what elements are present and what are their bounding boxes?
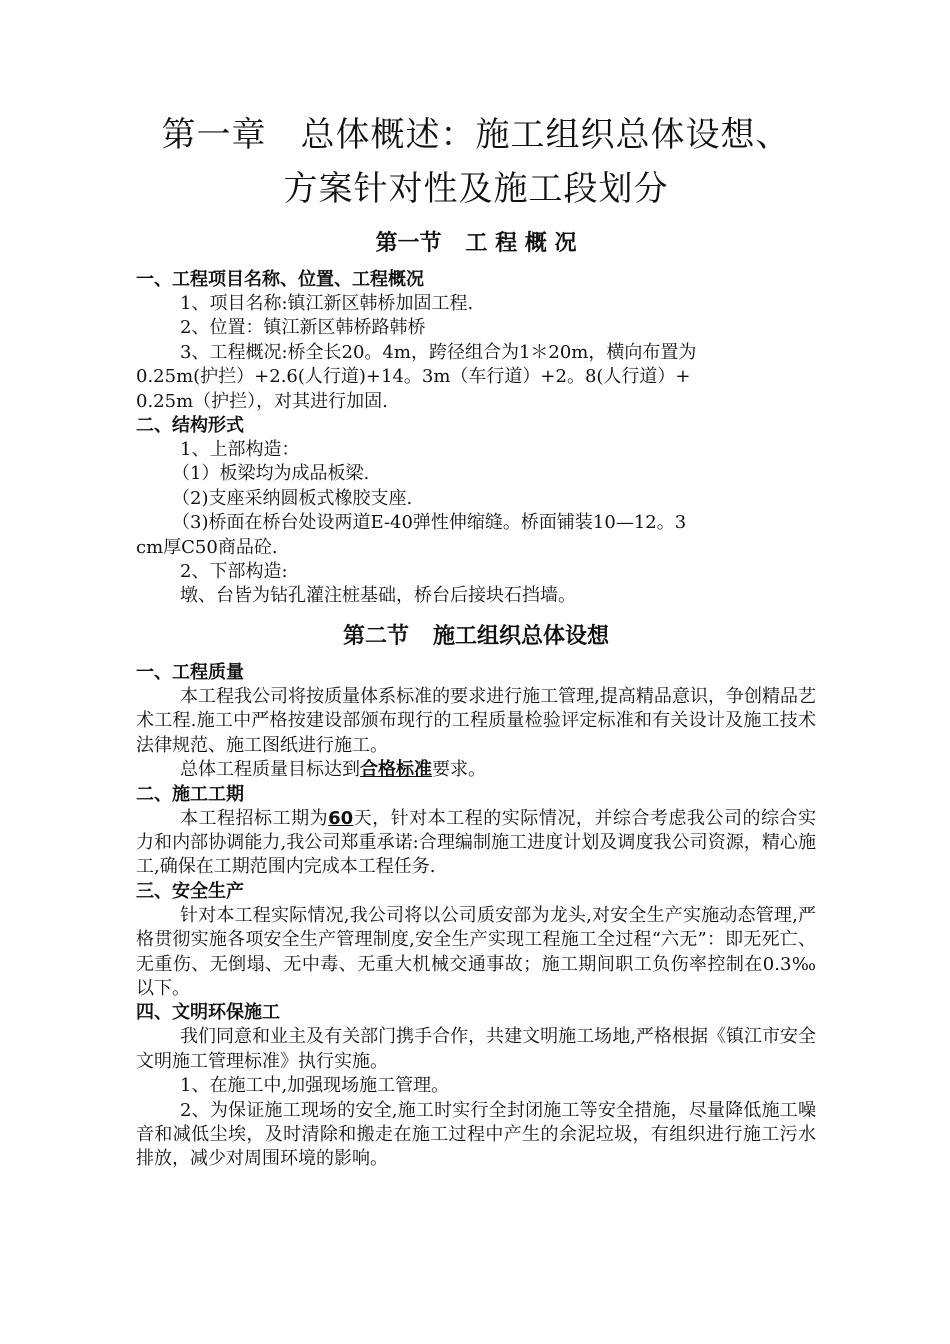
paragraph-lower-structure: 2、下部构造: xyxy=(180,561,288,583)
heading-structure: 二、结构形式 xyxy=(136,415,244,437)
quality-goal-text-b: 要求。 xyxy=(432,759,486,781)
section-2-label: 第二节 xyxy=(342,623,409,649)
paragraph-overview-line3: 0.25m（护拦），对其进行加固. xyxy=(136,390,388,412)
heading-project-info: 一、工程项目名称、位置、工程概况 xyxy=(136,269,424,290)
section-1-title: 工 程 概 况 xyxy=(465,231,577,256)
chapter-title xyxy=(136,108,816,216)
paragraph-environment-item-1: 1、在施工中,加强现场施工管理。 xyxy=(180,1075,450,1097)
paragraph-upper-structure: 1、上部构造： xyxy=(180,439,300,461)
paragraph-quality: 本工程我公司将按质量体系标准的要求进行施工管理,提高精品意识，争创精品艺术工程.施工中严格按建设部颁布现行的工程质量检验评定标准和有关设计及施工技术法律规范、施工图纸进行施工。 xyxy=(136,685,816,756)
paragraph-overview-line2: 0.25m(护拦）+2.6(人行道)+14。3m（车行道）+2。8(人行道）+ xyxy=(136,366,691,388)
quality-goal-standard: 合格标准 xyxy=(360,759,432,781)
paragraph-location: 2、位置：镇江新区韩桥路韩桥 xyxy=(180,317,426,339)
chapter-title-line1: 总体概述：施工组织总体设想、 xyxy=(300,115,791,155)
paragraph-upper-item-2: （2)支座采纳圆板式橡胶支座. xyxy=(172,487,413,509)
period-days: 60 xyxy=(328,807,354,829)
section-title-1 xyxy=(136,226,816,262)
paragraph-project-name: 1、项目名称:镇江新区韩桥加固工程. xyxy=(180,293,474,314)
heading-period: 二、施工工期 xyxy=(136,783,244,805)
heading-quality: 一、工程质量 xyxy=(136,661,244,683)
paragraph-quality-goal xyxy=(136,758,816,782)
paragraph-upper-item-1: （1）板梁均为成品板梁. xyxy=(172,463,370,485)
paragraph-environment: 我们同意和业主及有关部门携手合作，共建文明施工场地,严格根据《镇江市安全文明施工管理标准》执行实施。 xyxy=(136,1026,816,1072)
period-text-b: 天，针对本工程的实际情况，并综合考虑我公司的综合实力和内部协调能力,我公司郑重承诺:合理编制施工进度计划及调度我公司资源，精心施工,确保在工期范围内完成本工程任务. xyxy=(136,807,817,878)
chapter-title-line2: 方案针对性及施工段划分 xyxy=(283,169,669,209)
heading-environment: 四、文明环保施工 xyxy=(136,1002,280,1024)
paragraph-lower-item-1: 墩、台皆为钻孔灌注桩基础，桥台后接块石挡墙。 xyxy=(180,585,576,607)
document-page xyxy=(136,108,816,1172)
heading-safety: 三、安全生产 xyxy=(136,880,244,902)
paragraph-overview-line1: 3、工程概况:桥全长20。4m，跨径组合为1＊20m，横向布置为 xyxy=(180,341,697,363)
period-text-a: 本工程招标工期为 xyxy=(180,807,329,829)
paragraph-upper-item-3a: （3)桥面在桥台处设两道E-40弹性伸缩缝。桥面铺装10—12。3 xyxy=(172,512,687,534)
paragraph-environment-item-2: 2、为保证施工现场的安全,施工时实行全封闭施工等安全措施，尽量降低施工噪音和减低尘埃，及时清除和搬走在施工过程中产生的余泥垃圾，有组织进行施工污水排放，减少对周围环境的影响。 xyxy=(136,1099,816,1170)
paragraph-period xyxy=(136,807,816,880)
section-title-2 xyxy=(136,619,816,655)
paragraph-upper-item-3b: cm厚C50商品砼. xyxy=(136,536,278,558)
quality-goal-text-a: 总体工程质量目标达到 xyxy=(180,759,360,781)
section-2-title: 施工组织总体设想 xyxy=(433,623,610,649)
section-1-label: 第一节 xyxy=(375,231,442,256)
paragraph-safety: 针对本工程实际情况,我公司将以公司质安部为龙头,对安全生产实施动态管理,严格贯彻实施各项安全生产管理制度,安全生产实现工程施工全过程“六无”：即无死亡、无重伤、无倒塌、无中毒、无重大机械交通事故；施工期间职工负伤率控制在0.3‰以下。 xyxy=(136,904,816,999)
chapter-number: 第一章 xyxy=(161,115,267,155)
